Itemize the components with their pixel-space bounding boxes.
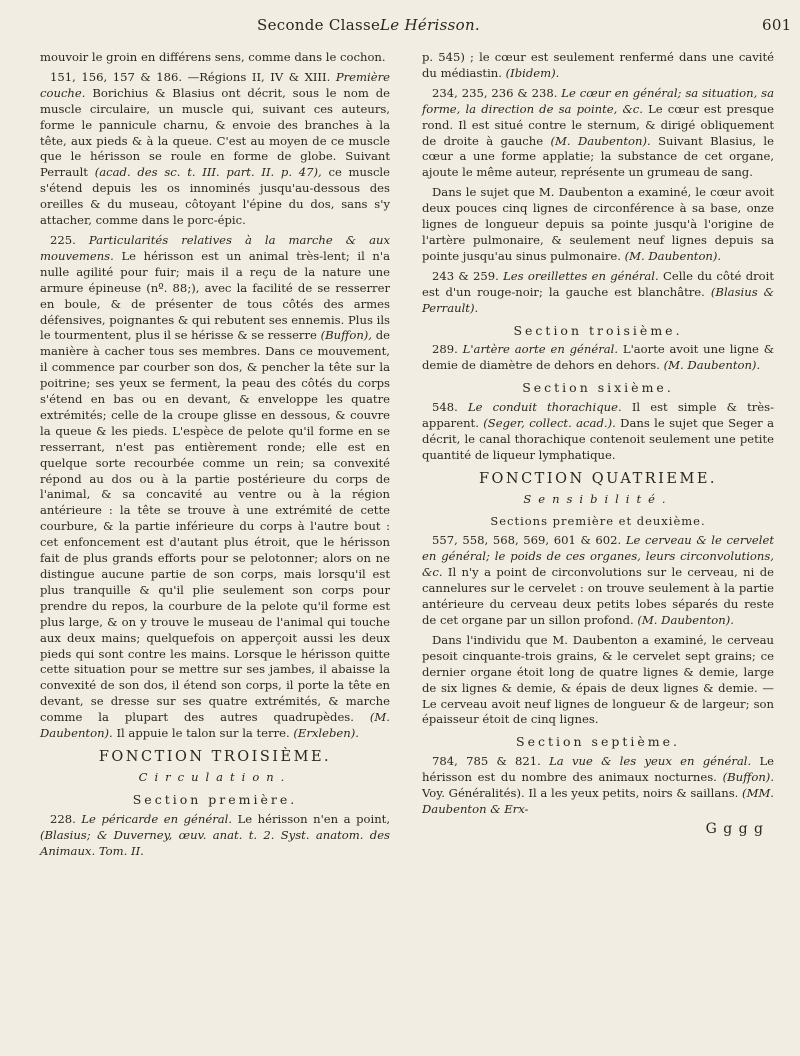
text: Suivant Blasius, le cœur a une forme applatie; la substance de cet organe, ajoute le même auteur, représente un grumeau de sang. xyxy=(422,133,775,180)
paragraph xyxy=(40,233,390,742)
citation: (M. Daubenton). xyxy=(40,710,390,741)
text: Le hérisson n'en a point, xyxy=(237,811,391,826)
article-ref: 548. xyxy=(432,400,458,415)
article-label: La vue & les yeux en général. xyxy=(549,754,752,769)
paragraph xyxy=(422,50,774,82)
article-label: Le cœur en général; sa situation, sa forme, la direction de sa pointe, &c. xyxy=(422,85,775,116)
section-heading: Section sixième. xyxy=(522,380,674,396)
citation: (acad. des sc. t. III. part. II. p. 47), xyxy=(94,165,322,180)
section-heading: Section troisième. xyxy=(513,322,683,338)
article-ref: 243 & 259. xyxy=(432,268,499,283)
citation: (Buffon). xyxy=(722,770,775,785)
section-label: Seconde Classe. xyxy=(257,16,386,34)
citation: (Seger, collect. acad.). xyxy=(483,416,616,431)
text: Le hérisson est un animal très-lent; il n'a nulle agilité pour fuir; mais il a reçu de la nature une armure épineuse (nº. 88;), avec la facilité de se resserrer en boule, & de présenter de tous côtés des armes défensives, poignantes & qui rebutent ses ennemis. Plus ils le tourmentent, plus il se hérisse & se resserre xyxy=(40,248,390,343)
article-label: L'artère aorte en général. xyxy=(462,342,619,357)
citation: (MM. Daubenton & Erx- xyxy=(422,786,774,816)
paragraph xyxy=(40,50,390,66)
article-label: Particularités relatives à la marche & aux mouvemens. xyxy=(40,232,390,263)
paragraph xyxy=(40,812,390,860)
text: mouvoir le groin en différens sens, comme dans le cochon. xyxy=(40,50,386,64)
text: ce muscle s'étend depuis les os innominés jusqu'au-dessous des oreilles & du museau, côtoyant l'épine du dos, sans s'y attacher, comme dans le porc-épic. xyxy=(40,165,391,228)
citation: (Blasius; & Duverney, œuv. anat. t. 2. Syst. anatom. des Animaux. Tom. II. xyxy=(40,827,390,858)
paragraph xyxy=(422,533,774,628)
paragraph xyxy=(40,70,390,229)
citation: (Blasius & Perrault). xyxy=(422,284,774,315)
article-label: Le conduit thorachique. xyxy=(467,400,622,415)
text: Dans l'individu que M. Daubenton a examiné, le cerveau pesoit cinquante-trois grains, & le cervelet sept grains; ce dernier organe étoit long de quatre lignes & demie, large de six lignes & demie, & épais de deux lignes & demie. — Le cerveau avoit neuf lignes de longueur & de largeur; son épaisseur étoit de cinq lignes. xyxy=(422,632,774,727)
article-ref: 289. xyxy=(432,342,458,357)
article-label: Les oreillettes en général. xyxy=(503,268,659,283)
article-ref: 784, 785 & 821. xyxy=(432,754,541,769)
citation: (Erxleben). xyxy=(293,726,359,741)
page-number: 601 xyxy=(762,16,792,34)
text: Le cœur est presque rond. Il est situé contre le sternum, & dirigé obliquement de droite à gauche xyxy=(422,101,774,148)
text: Celle du côté droit est d'un rouge-noir; la gauche est blanchâtre. xyxy=(422,268,774,299)
text: de manière à cacher tous ses membres. Dans ce mouvement, il commence par courber son dos, & pencher la tête sur la poitrine; ses yeux se ferment, la peau des côtés du corps s'étend en bas ou en devant, & enveloppe les quatre extrémités; celle de la croupe glisse en dessous, & couvre la queue & les pieds. L'espèce de pelote qu'il forme en se resserrant, n'est pas entièrement ronde; elle est en quelque sorte recourbée comme un rein; sa convexité répond au dos ou à la partie postérieure du corps de l'animal, & sa concavité au ventre ou à la région antérieure : la tête se trouve à une extrémité de cette courbure, & la partie inférieure du corps à l'autre bout : cet enfoncement est d'autant plus étroit, que le hérisson fait de plus grands efforts pour se pelotonner; alors on ne distingue aucune partie de son corps, mais lorsqu'il est plus tranquille & qu'il plie seulement son corps pour prendre du repos, la courbure de la pelote qu'il forme est plus large, & on y trouve le museau de l'animal qui touche aux deux mains; quelquefois on apperçoit aussi les deux pieds qui sont contre les mains. Lorsque le hérisson quitte cette situation pour se mettre sur ses jambes, il abaisse la convexité de son dos, il étend son corps, il porte la tête en devant, se dresse sur ses quatre extrémités, & marche comme la plupart des autres quadrupèdes. xyxy=(40,328,391,725)
article-ref: 225. xyxy=(50,232,76,247)
text: Dans le sujet que M. Daubenton a examiné, le cœur avoit deux pouces cinq lignes de circonférence à sa base, onze lignes de longueur depuis sa pointe jusqu'à l'origine de l'artère pulmonaire, & seulement neuf lignes depuis sa pointe jusqu'au sinus pulmonaire. xyxy=(422,185,774,263)
circulation-heading: Circulation. xyxy=(138,769,292,784)
right-column xyxy=(422,50,774,838)
paragraph xyxy=(422,342,774,374)
article-ref: 234, 235, 236 & 238. xyxy=(432,85,558,100)
text: Voy. Généralités). Il a les yeux petits, noirs & saillans. xyxy=(422,786,739,801)
text: Le hérisson est du nombre des animaux nocturnes. xyxy=(422,754,774,785)
citation: (M. Daubenton). xyxy=(663,358,761,373)
article-ref: 151, 156, 157 & 186. xyxy=(50,69,183,84)
text: Borichius & Blasius ont décrit, sous le nom de muscle circulaire, un muscle qui, suivant ces auteurs, forme le pannicule charnu, & envoie des branches à la tête, aux pieds & à la queue. C'est au moyen de ce muscle que le hérisson se roule en forme de globe. Suivant Perrault xyxy=(40,85,391,180)
fonction-heading: FONCTION TROISIÈME. xyxy=(98,748,332,765)
article-label: Le cerveau & le cervelet en général; le poids de ces organes, leurs circonvolutions, &c. xyxy=(422,533,774,580)
sensibilite-heading: Sensibilité. xyxy=(523,491,673,506)
article-ref: 228. xyxy=(50,811,76,826)
running-title: Le Hérisson. xyxy=(380,16,480,34)
text: p. 545) ; le cœur est seulement renfermé dans une cavité du médiastin. xyxy=(422,50,774,80)
paragraph xyxy=(422,269,774,317)
signature-mark: G g g g xyxy=(705,820,764,837)
text: Il n'y a point de circonvolutions sur le cerveau, ni de cannelures sur le cervelet : on trouve seulement à la partie antérieure du cerveau deux petits lobes séparés du reste de cet organe par un sillon profond. xyxy=(422,565,774,627)
article-ref: 557, 558, 568, 569, 601 & 602. xyxy=(432,533,622,548)
section-heading: Sections première et deuxième. xyxy=(490,513,706,528)
text: Il est simple & très-apparent. xyxy=(422,400,775,431)
citation: (M. Daubenton). xyxy=(637,613,734,627)
section-heading: Section première. xyxy=(132,791,298,807)
citation: (Buffon), xyxy=(320,328,372,343)
citation: (M. Daubenton). xyxy=(624,248,722,263)
paragraph xyxy=(422,633,774,728)
paragraph xyxy=(422,86,774,181)
section-heading: Section septième. xyxy=(516,734,680,750)
article-label: Le péricarde en général. xyxy=(81,811,233,826)
citation: (M. Daubenton). xyxy=(550,133,651,148)
text: Dans le sujet que Seger a décrit, le canal thorachique contenoit seulement une petite quantité de liqueur lymphatique. xyxy=(422,416,775,462)
fonction-heading: FONCTION QUATRIEME. xyxy=(478,470,718,487)
paragraph xyxy=(422,754,774,818)
text: L'aorte avoit une ligne & demie de diamètre de dehors en dehors. xyxy=(422,342,775,373)
citation: (Ibidem). xyxy=(505,65,560,80)
paragraph xyxy=(422,185,774,265)
article-label: Première couche. xyxy=(40,69,391,100)
left-column xyxy=(40,50,390,863)
text: Il appuie le talon sur la terre. xyxy=(116,726,290,741)
text: —Régions II, IV & XIII. xyxy=(187,69,331,84)
paragraph xyxy=(422,400,774,464)
